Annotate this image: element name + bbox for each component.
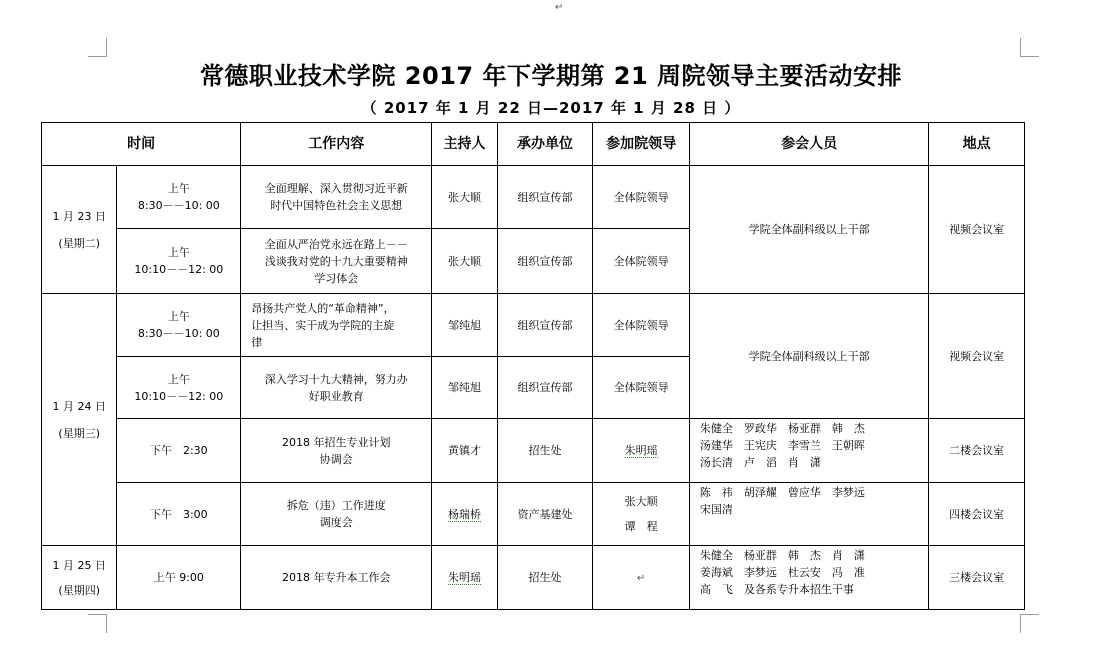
attendees-cell: 陈 祎 胡泽耀 曾应华 李梦远 宋国清 <box>689 483 928 546</box>
content-cell: 全面理解、深入贯彻习近平新 时代中国特色社会主义思想 <box>241 166 432 229</box>
unit-cell: 组织宣传部 <box>497 357 593 419</box>
schedule-table <box>41 122 1025 610</box>
host-cell: 邹纯旭 <box>432 294 497 357</box>
attendees-cell: 朱健全 罗政华 杨亚群 韩 杰 汤建华 王宪庆 李雪兰 王朝晖 汤长清 卢 滔 肖 潇 <box>689 419 928 483</box>
unit-cell: 组织宣传部 <box>497 229 593 294</box>
header-host: 主持人 <box>432 123 497 166</box>
margin-corner-bottom-left <box>88 614 107 633</box>
table-row <box>42 166 1025 229</box>
content-cell: 2018 年招生专业计划 协调会 <box>241 419 432 483</box>
time-cell: 上午 8:30－－10: 00 <box>117 166 241 229</box>
attendees-cell: 学院全体副科级以上干部 <box>689 294 928 419</box>
margin-corner-bottom-right <box>1020 614 1039 633</box>
margin-corner-top-right <box>1020 38 1039 57</box>
day-cell <box>42 546 117 610</box>
day-date: 1 月 24 日 <box>52 399 106 413</box>
header-leaders: 参加院领导 <box>593 123 690 166</box>
day-date: 1 月 23 日 <box>52 209 106 223</box>
place-cell: 视频会议室 <box>929 294 1025 419</box>
margin-corner-top-left <box>88 38 107 57</box>
leaders-cell: 全体院领导 <box>593 166 690 229</box>
page-subtitle: （ 2017 年 1 月 22 日—2017 年 1 月 28 日 ） <box>361 99 741 117</box>
leaders-cell: 全体院领导 <box>593 357 690 419</box>
table-row <box>42 483 1025 546</box>
header-attendees: 参会人员 <box>689 123 928 166</box>
place-cell: 二楼会议室 <box>929 419 1025 483</box>
paragraph-mark: ↵ <box>555 2 564 13</box>
place-cell: 三楼会议室 <box>929 546 1025 610</box>
table-row <box>42 546 1025 610</box>
day-date: 1 月 25 日 <box>52 558 106 572</box>
attendees-cell: 学院全体副科级以上干部 <box>689 166 928 294</box>
host-cell: 杨瑞桥 <box>432 483 497 546</box>
header-place: 地点 <box>929 123 1025 166</box>
header-unit: 承办单位 <box>497 123 593 166</box>
content-cell: 深入学习十九大精神，努力办 好职业教育 <box>241 357 432 419</box>
leaders-cell: ↵ <box>593 546 690 610</box>
unit-cell: 资产基建处 <box>497 483 593 546</box>
host-cell: 朱明瑶 <box>432 546 497 610</box>
content-cell: 昂扬共产党人的“革命精神”， 让担当、实干成为学院的主旋 律 <box>241 294 432 357</box>
leaders-cell: 张大顺 谭 程 <box>593 483 690 546</box>
header-content: 工作内容 <box>241 123 432 166</box>
header-time: 时间 <box>42 123 241 166</box>
host-cell: 张大顺 <box>432 229 497 294</box>
unit-cell: 招生处 <box>497 419 593 483</box>
table-row <box>42 419 1025 483</box>
host-cell: 邹纯旭 <box>432 357 497 419</box>
leaders-cell: 全体院领导 <box>593 229 690 294</box>
leaders-cell: 全体院领导 <box>593 294 690 357</box>
host-cell: 张大顺 <box>432 166 497 229</box>
day-weekday: (星期三) <box>58 426 101 440</box>
unit-cell: 组织宣传部 <box>497 166 593 229</box>
page-title: 常德职业技术学院 2017 年下学期第 21 周院领导主要活动安排 <box>199 62 903 90</box>
attendees-cell: 朱健全 杨亚群 韩 杰 肖 潇 姜海斌 李梦远 杜云安 冯 准 高 飞 及各系专升本招生干事 <box>689 546 928 610</box>
day-weekday: (星期二) <box>58 236 101 250</box>
place-cell: 视频会议室 <box>929 166 1025 294</box>
day-cell <box>42 166 117 294</box>
header-row <box>42 123 1025 166</box>
time-cell: 下午 3:00 <box>117 483 241 546</box>
time-cell: 上午 9:00 <box>117 546 241 610</box>
day-cell <box>42 294 117 546</box>
unit-cell: 招生处 <box>497 546 593 610</box>
time-cell: 上午 8:30－－10: 00 <box>117 294 241 357</box>
place-cell: 四楼会议室 <box>929 483 1025 546</box>
content-cell: 全面从严治党永远在路上－－ 浅谈我对党的十九大重要精神 学习体会 <box>241 229 432 294</box>
day-weekday: (星期四) <box>58 583 101 597</box>
time-cell: 上午 10:10－－12: 00 <box>117 357 241 419</box>
host-cell: 黄镇才 <box>432 419 497 483</box>
unit-cell: 组织宣传部 <box>497 294 593 357</box>
time-cell: 上午 10:10－－12: 00 <box>117 229 241 294</box>
content-cell: 拆危（违）工作进度 调度会 <box>241 483 432 546</box>
time-cell: 下午 2:30 <box>117 419 241 483</box>
leaders-cell: 朱明瑶 <box>593 419 690 483</box>
content-cell: 2018 年专升本工作会 <box>241 546 432 610</box>
table-row <box>42 294 1025 357</box>
